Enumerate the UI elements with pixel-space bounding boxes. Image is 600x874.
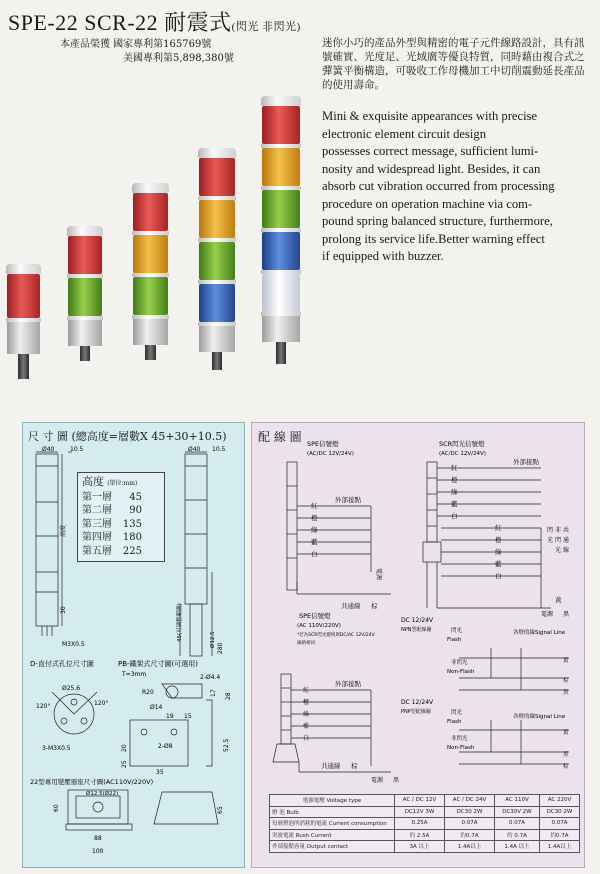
- power-label: 電源: [375, 568, 382, 581]
- fw-2: 非: [555, 527, 562, 534]
- table-header-cell: AC / DC 24V: [445, 795, 495, 807]
- dim-120b: 120°: [94, 700, 109, 707]
- fw-3: 閃: [555, 537, 562, 544]
- pnp-nonflash-en: Non-Flash: [447, 745, 475, 751]
- scr-white: 白: [451, 512, 458, 520]
- scr-blue: 藍: [451, 500, 458, 508]
- ac-green: 綠: [303, 711, 310, 718]
- brown-wire-2: 棕: [351, 762, 358, 770]
- spec-table: [269, 794, 580, 853]
- dim-d-mount: D-直付式孔位尺寸圖: [30, 660, 94, 668]
- en-line: nosity and widespread light. Besides, it can: [322, 161, 541, 176]
- ext-contact: 外部接點: [335, 496, 361, 504]
- brown-wire: 棕: [371, 602, 378, 610]
- wire-amber: 橙: [311, 514, 318, 522]
- npn-signal-line: 各燈的線Signal Line: [513, 630, 566, 636]
- en-line: if equipped with buzzer.: [322, 249, 444, 263]
- fw-4: 光: [555, 547, 562, 554]
- wire-white: 白: [311, 550, 318, 558]
- table-cell: DC30 2W: [445, 806, 495, 818]
- spe-volt: (AC/DC 12V/24V): [307, 451, 354, 457]
- ac-red: 紅: [303, 687, 310, 694]
- table-cell: 0.07A: [495, 818, 540, 830]
- dim-phi40b: Ø40: [188, 446, 201, 453]
- scr-green-2: 綠: [495, 548, 502, 556]
- scr-amber-2: 橙: [495, 536, 502, 544]
- height-row: 第二層 90: [82, 505, 142, 516]
- spe-ac-volt: (AC 110V/220V): [297, 623, 341, 629]
- fw-0: 閃: [547, 527, 554, 534]
- dim-15: 15: [184, 713, 192, 720]
- power-2: 電源: [541, 611, 554, 618]
- npn-flash-en: Flash: [447, 637, 462, 643]
- dim-pb-mount: PB-鐵架式尺寸圖(可選用): [118, 660, 199, 668]
- dim-30: 30: [60, 606, 67, 614]
- fw-6: 通: [563, 537, 570, 544]
- table-cell: 約 0.7A: [495, 829, 540, 841]
- dim-88: 88: [94, 835, 102, 842]
- fw-5: 共: [563, 527, 570, 534]
- power-3: 電源: [371, 777, 384, 784]
- spe-ac-title: SPE信號燈: [299, 612, 331, 620]
- scr-title: SCR閃光信號燈: [439, 440, 485, 448]
- black-wire-2: 黑: [393, 777, 400, 784]
- dim-3-m3: 3-M3X0.5: [42, 745, 71, 752]
- table-cell: DC30V 2W: [495, 806, 540, 818]
- dim-phi40: Ø40: [42, 446, 55, 453]
- dim-phi14: Ø14: [150, 704, 163, 711]
- table-cell: 燈 泡 Bulb: [270, 806, 395, 818]
- dim-35: 35: [156, 769, 164, 776]
- table-cell: 0.25A: [395, 818, 445, 830]
- npn-title: DC 12/24V: [401, 617, 434, 624]
- dim-100: 100: [92, 848, 104, 855]
- scr-green: 綠: [451, 488, 458, 496]
- npn-brown: 棕: [563, 678, 569, 684]
- dim-phi8: 2-Ø8: [158, 743, 173, 750]
- ext-contact-2: 外部接點: [513, 458, 539, 466]
- wiring-title: 配 線 圖: [258, 430, 302, 444]
- black-wire: 黑: [563, 611, 570, 618]
- wire-blue: 藍: [311, 538, 318, 546]
- dim-25: 25: [121, 760, 128, 768]
- pnp-flash: 閃光: [451, 710, 463, 716]
- wire-green: 綠: [311, 526, 318, 534]
- scr-amber: 橙: [451, 476, 458, 484]
- common-wire-2: 共通線: [321, 762, 341, 770]
- en-line: possesses correct message, sufficient lumi-: [322, 144, 539, 158]
- pnp-flash-en: Flash: [447, 719, 462, 725]
- table-header-cell: AC 110V: [495, 795, 540, 807]
- table-cell: 突波電流 Rush Current: [270, 829, 395, 841]
- dim-65: 65: [217, 806, 224, 814]
- height-title: 高度: [82, 475, 104, 488]
- en-line: prolong its service life.Better warning effect: [322, 231, 545, 246]
- tower-light-4-layer: [199, 148, 235, 370]
- table-row: [270, 841, 580, 853]
- table-cell: 0.07A: [445, 818, 495, 830]
- pnp-signal-line: 各燈的線Signal Line: [513, 714, 566, 720]
- table-row: [270, 795, 580, 807]
- table-header-cell: AC 220V: [539, 795, 579, 807]
- en-line: absorb cut vibration occurred from processing: [322, 179, 555, 193]
- title-sub: (閃光 非閃光): [231, 21, 301, 33]
- dim-28: 28: [225, 692, 232, 700]
- npn-sub: NPN型配線圖: [401, 627, 432, 633]
- dim-phi4-4: 2-Ø4.4: [200, 674, 221, 681]
- spe-ac-note-1: *若為SCR閃光燈則與DC/AC 12V/24V: [297, 633, 375, 638]
- english-description: [322, 108, 594, 266]
- pnp-yellow: 黃: [563, 730, 569, 736]
- tower-light-1-layer: [7, 264, 40, 379]
- page-title: [8, 6, 301, 37]
- table-cell: 3A 以上: [395, 841, 445, 853]
- common-wire: 共通線: [341, 602, 361, 610]
- table-cell: 1.4A 以上: [495, 841, 540, 853]
- table-cell: 1.4A以上: [539, 841, 579, 853]
- table-header-cell: AC / DC 12V: [395, 795, 445, 807]
- npn-nonflash-en: Non-Flash: [447, 669, 475, 675]
- scr-white-2: 白: [495, 572, 502, 580]
- dim-socket-title: 22型專用變壓器座尺寸圖(AC110V/220V): [30, 778, 154, 786]
- pnp-black: 黑: [563, 752, 569, 758]
- dimension-title: 尺 寸 圖 (總高度=層數X 45+30+10.5): [28, 430, 227, 443]
- dim-52-5: 52.5: [223, 738, 230, 752]
- yellow-wire: 黃: [555, 596, 562, 604]
- patent-line-1: 本產品榮獲 國家專利第165769號: [60, 39, 212, 50]
- wire-red: 紅: [311, 502, 318, 510]
- dim-10-5: 10.5: [70, 446, 84, 453]
- npn-flash: 閃光: [451, 628, 463, 634]
- dim-10-5b: 10.5: [212, 446, 226, 453]
- height-unit: (單位:mm): [107, 480, 138, 487]
- table-cell: DC30 2W: [539, 806, 579, 818]
- height-row: 第一層 45: [82, 491, 142, 503]
- dim-17: 17: [210, 689, 217, 697]
- dim-120a: 120°: [36, 703, 51, 710]
- tower-light-2-layer: [68, 226, 102, 361]
- dim-m3: M3X0.5: [62, 641, 85, 648]
- dim-19: 19: [166, 713, 174, 720]
- table-row: [270, 829, 580, 841]
- npn-nonflash: 非閃光: [451, 660, 468, 666]
- table-cell: 1.4A以上: [445, 841, 495, 853]
- dim-phi12-5: Ø12.5: [210, 631, 216, 648]
- height-row: 第五層 225: [82, 545, 142, 557]
- height-row: 第四層 180: [82, 532, 142, 543]
- fw-7: 線: [563, 547, 570, 554]
- table-header-cell: 電源電壓 Voltage type: [270, 795, 395, 807]
- table-cell: DC12V 3W: [395, 806, 445, 818]
- ac-white: 白: [303, 735, 310, 742]
- scr-red-2: 紅: [495, 524, 502, 532]
- table-cell: 外部接點容量 Output contact: [270, 841, 395, 853]
- pnp-brown: 棕: [563, 764, 569, 770]
- dim-r20: R20: [142, 689, 154, 696]
- dim-t3: T=3mm: [122, 671, 147, 678]
- en-line: electronic element circuit design: [322, 126, 486, 141]
- en-line: procedure on operation machine via com-: [322, 196, 533, 211]
- pnp-title: DC 12/24V: [401, 699, 434, 706]
- dim-60: 60: [53, 804, 60, 812]
- wiring-diagrams: [251, 422, 583, 794]
- dim-20: 20: [121, 744, 128, 752]
- table-cell: 約 2.5A: [395, 829, 445, 841]
- en-line: pound spring balanced structure, furthermore,: [322, 214, 553, 228]
- patent-line-2: 美國專利第5,898,380號: [123, 53, 234, 64]
- pnp-sub: PNP型配線圖: [401, 709, 431, 715]
- spe-title: SPE信號燈: [307, 440, 339, 448]
- dim-phi25-6: Ø25.6: [62, 685, 81, 692]
- fw-1: 光: [547, 537, 554, 544]
- table-row: [270, 806, 580, 818]
- table-row: [270, 818, 580, 830]
- height-row: 第三層 135: [82, 518, 142, 530]
- dim-280: 280: [217, 642, 224, 654]
- chinese-description: 迷你小巧的產品外型與精密的電子元件線路設計，具有訊號確實、光度足、光域廣等優良特質，同時藉由複合式之彈簧平衡構造，可吸收工作母機加工中切削震動延長產品的使用壽命。: [322, 37, 585, 91]
- en-line: Mini & exquisite appearances with precise: [322, 109, 538, 123]
- ac-blue: 藍: [303, 723, 310, 730]
- npn-black: 黑: [563, 690, 569, 696]
- table-cell: 約0.7A: [539, 829, 579, 841]
- scr-volt: (AC/DC 12V/24V): [439, 451, 486, 457]
- dim-45-adjust: 45(可調整範圍): [177, 603, 183, 642]
- title-main: SPE-22 SCR-22 耐震式: [8, 10, 232, 35]
- pnp-nonflash: 非閃光: [451, 736, 468, 742]
- tower-light-5-layer: [262, 96, 300, 364]
- table-cell: 每層燈泡所消耗的電流 Current consumption: [270, 818, 395, 830]
- ext-contact-3: 外部接點: [335, 680, 361, 688]
- spe-ac-note-2: 線路相同: [297, 641, 315, 646]
- scr-red: 紅: [451, 464, 458, 472]
- table-cell: 0.07A: [539, 818, 579, 830]
- npn-yellow: 黃: [563, 658, 569, 664]
- dim-phi12-5b: Ø12.5(Ø22): [86, 791, 119, 797]
- tower-light-3-layer: [133, 183, 168, 360]
- ac-amber: 橙: [303, 699, 310, 706]
- table-cell: 約0.7A: [445, 829, 495, 841]
- scr-blue-2: 藍: [495, 560, 502, 568]
- dim-height: 高度: [60, 524, 67, 537]
- height-table: [77, 472, 165, 562]
